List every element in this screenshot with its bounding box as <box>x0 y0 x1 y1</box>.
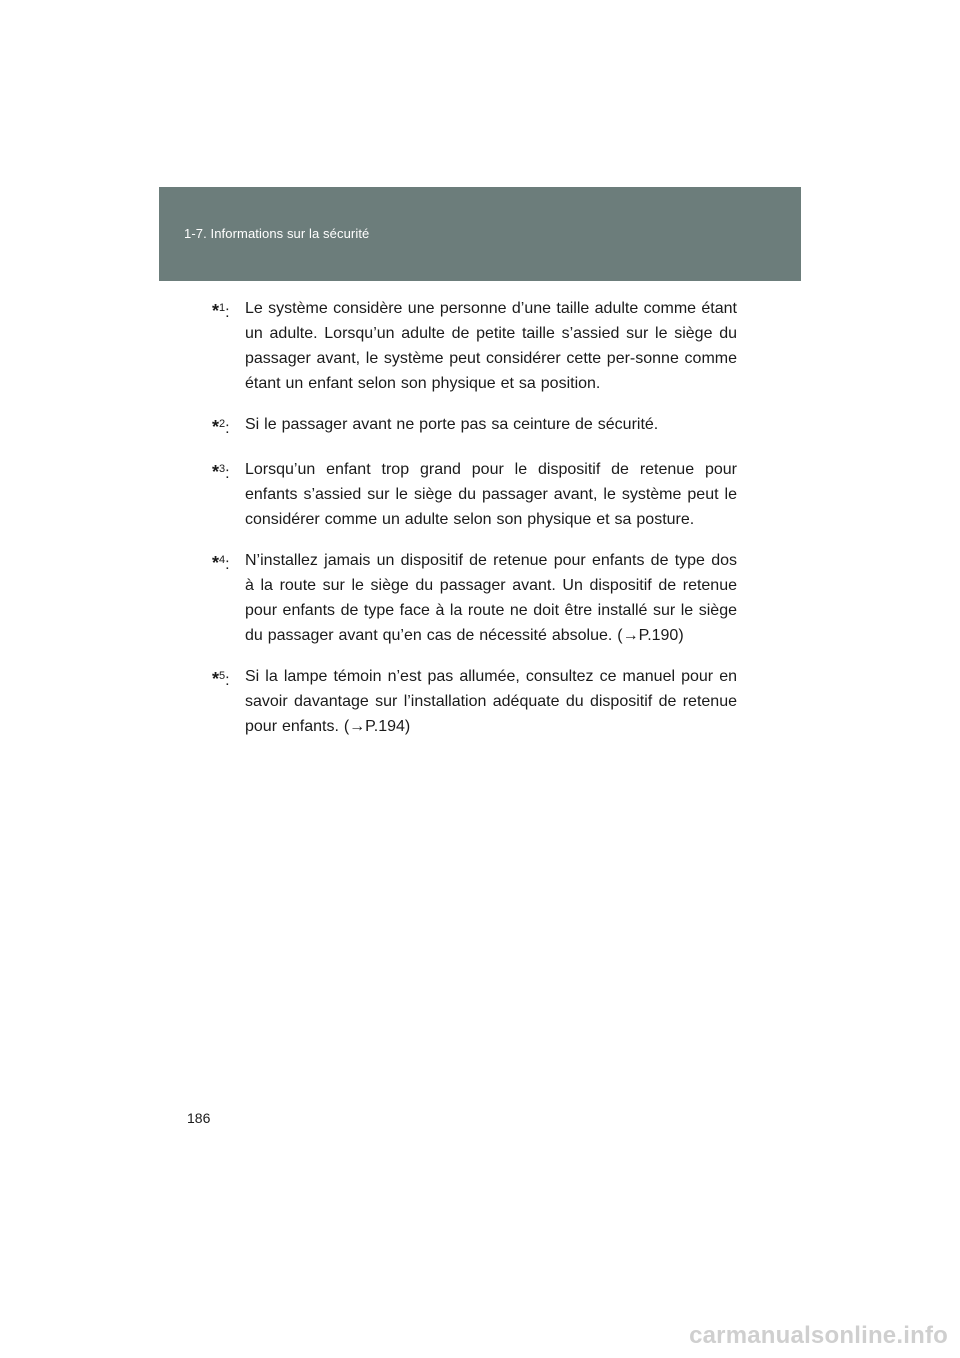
footnote-4 <box>212 548 737 648</box>
section-header-band <box>159 187 801 281</box>
footnotes-list <box>212 296 737 755</box>
footnote-marker <box>212 548 245 648</box>
footnote-text: Lorsqu’un enfant trop grand pour le dispositif de retenue pour enfants s’assied sur le siège du passager avant, le système peut le considérer comme un adulte selon son physique et sa posture. <box>245 461 737 528</box>
footnote-separator: : <box>225 672 230 689</box>
footnote-1 <box>212 296 737 396</box>
footnote-separator: : <box>225 304 230 321</box>
footnote-number: 3 <box>219 463 226 475</box>
footnote-separator: : <box>225 465 230 482</box>
footnote-separator: : <box>225 420 230 437</box>
footnote-text: Si la lampe témoin n’est pas allumée, consultez ce manuel pour en savoir davantage sur l’installation adéquate du dispositif de retenue pour enfants. (→P.194) <box>245 668 737 735</box>
footnote-text: Si le passager avant ne porte pas sa ceinture de sécurité. <box>245 416 659 433</box>
footnote-number: 5 <box>219 670 226 682</box>
asterisk-mark: * <box>212 462 220 482</box>
page-number: 186 <box>187 1110 211 1126</box>
footnote-text: Le système considère une personne d’une taille adulte comme étant un adulte. Lorsqu’un adulte de petite taille s’assied sur le siège du passager avant, le système peut considérer cette per-sonne comme étant un enfant selon son physique et sa position. <box>245 300 737 392</box>
footnote-separator: : <box>225 556 230 573</box>
footnote-number: 2 <box>219 418 226 430</box>
asterisk-mark: * <box>212 417 220 437</box>
footnote-marker <box>212 296 245 396</box>
footnote-marker <box>212 664 245 739</box>
footnote-text: N’installez jamais un dispositif de retenue pour enfants de type dos à la route sur le siège du passager avant. Un dispositif de retenue pour enfants de type face à la route ne doit être installé sur le siège du passager avant qu’en cas de nécessité absolue. (→P.190) <box>245 552 737 644</box>
watermark: carmanualsonline.info <box>689 1322 948 1349</box>
asterisk-mark: * <box>212 301 220 321</box>
footnote-number: 1 <box>219 302 226 314</box>
footnote-marker <box>212 457 245 532</box>
section-title: 1-7. Informations sur la sécurité <box>184 226 370 241</box>
asterisk-mark: * <box>212 553 220 573</box>
footnote-5 <box>212 664 737 739</box>
asterisk-mark: * <box>212 669 220 689</box>
footnote-3 <box>212 457 737 532</box>
footnote-marker <box>212 412 245 441</box>
footnote-number: 4 <box>219 554 226 566</box>
footnote-2 <box>212 412 737 441</box>
